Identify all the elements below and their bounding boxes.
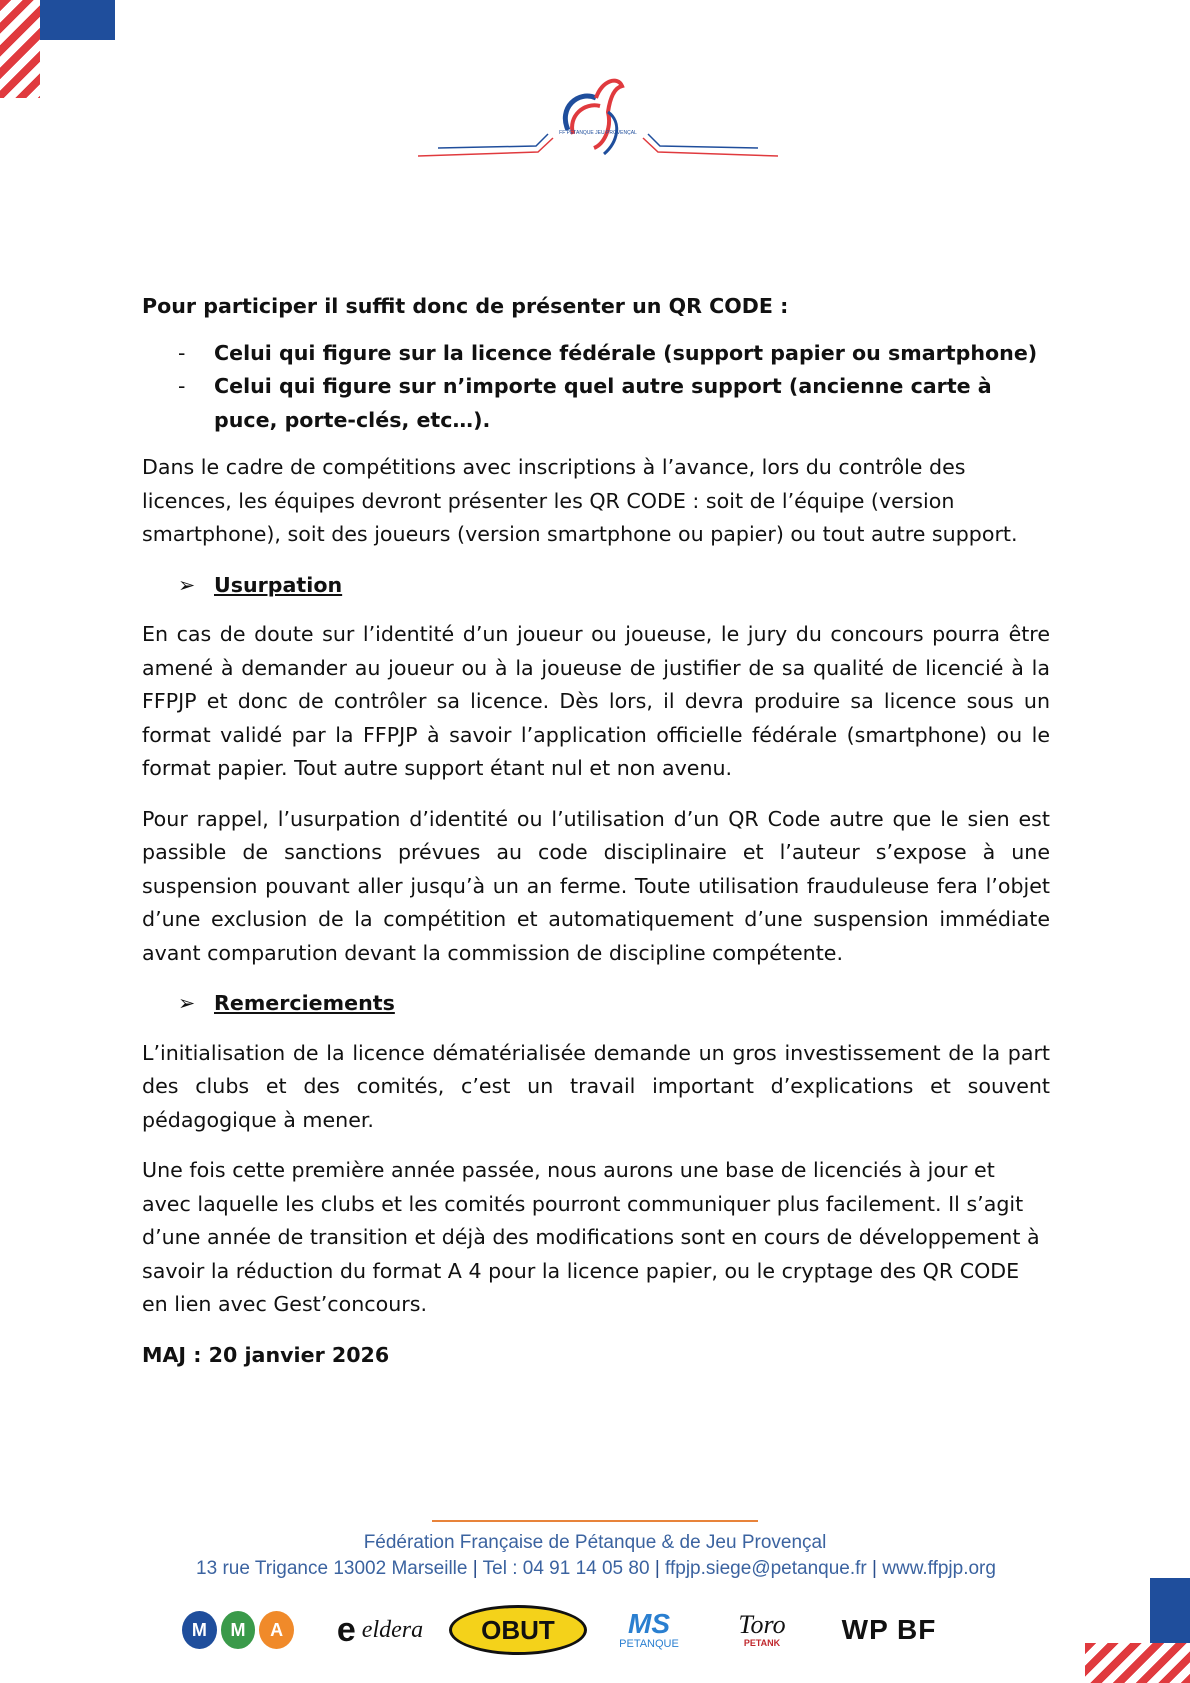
footer-address: 13 rue Trigance 13002 Marseille	[196, 1558, 468, 1579]
ms-petanque-logo: MS PETANQUE	[619, 1608, 679, 1650]
footer-divider	[432, 1520, 758, 1522]
paragraph-competitions: Dans le cadre de compétitions avec inscriptions à l’avance, lors du contrôle des licences, les équipes devront présenter les QR CODE : soit de l’équipe (version smartphone), soit des joueurs (version smartphone ou papier) ou tout autre support.	[142, 455, 1018, 546]
document-body	[142, 290, 1050, 1389]
paragraph-reminder: Pour rappel, l’usurpation d’identité ou l’utilisation d’un QR Code autre que le sien est passible de sanctions prévues au code disciplinaire et l’auteur s’expose à une suspension pouvant aller jusqu’à un an ferme. Toute utilisation frauduleuse fera l’objet d’une exclusion de la compétition et automatiquement d’une suspension immédiate avant comparution devant la commission de discipline compétente.	[142, 806, 1050, 965]
bullet-dash: -	[178, 340, 186, 365]
footer-email[interactable]: ffpjp.siege@petanque.fr	[665, 1558, 867, 1579]
corner-stripes-bottom-right	[1085, 1643, 1190, 1683]
ffpjp-rooster-logo	[418, 68, 778, 168]
list-item: - Celui qui figure sur la licence fédérale (support papier ou smartphone)	[142, 337, 1050, 371]
update-date: MAJ : 20 janvier 2026	[142, 1342, 390, 1367]
section-title: Remerciements	[214, 991, 395, 1015]
mma-logo: M M A	[182, 1600, 294, 1660]
footer-organization: Fédération Française de Pétanque & de Jeu Provençal	[363, 1532, 827, 1553]
section-title: Usurpation	[214, 572, 343, 597]
eldera-logo: e eldera	[336, 1610, 424, 1649]
footer-phone: Tel : 04 91 14 05 80	[482, 1558, 650, 1579]
bullet-list	[142, 337, 1050, 438]
intro-text: Pour participer il suffit donc de présenter un QR CODE :	[142, 294, 789, 318]
arrow-bullet-icon: ➢	[178, 991, 196, 1015]
sponsor-logos	[182, 1600, 982, 1660]
arrow-bullet-icon: ➢	[178, 572, 196, 597]
footer-contact-line: 13 rue Trigance 13002 Marseille | Tel : 04 91 14 05 80 | ffpjp.siege@petanque.fr | www.ffpjp.org	[196, 1558, 996, 1579]
corner-stripes-top-left	[0, 0, 40, 98]
toro-petank-logo: Toro PETANK	[738, 1610, 786, 1648]
list-item: - Celui qui figure sur n’importe quel autre support (ancienne carte à puce, porte-clés, etc…).	[142, 370, 1050, 437]
wpbf-logo: WP BF	[841, 1614, 937, 1645]
section-heading-usurpation	[142, 569, 1050, 603]
footer-website[interactable]: www.ffpjp.org	[882, 1558, 996, 1579]
paragraph-doubt: En cas de doute sur l’identité d’un joueur ou joueuse, le jury du concours pourra être amené à demander au joueur ou à la joueuse de justifier de sa qualité de licencié à la FFPJP et donc de contrôler sa licence. Dès lors, il devra produire sa licence sous un format validé par la FFPJP à savoir l’application officielle fédérale (smartphone) ou le format papier. Tout autre support étant nul et non avenu.	[142, 622, 1050, 780]
bullet-dash: -	[178, 374, 186, 398]
paragraph-first-year: Une fois cette première année passée, nous aurons une base de licenciés à jour et avec laquelle les clubs et les comités pourront communiquer plus facilement. Il s’agit d’une année de transition et déjà des modifications sont en cours de développement à savoir la réduction du format A 4 pour la licence papier, ou le cryptage des QR CODE en lien avec Gest’concours.	[142, 1158, 1040, 1316]
svg-text:FF PÉTANQUE JEU PROVENÇAL: FF PÉTANQUE JEU PROVENÇAL	[559, 130, 637, 136]
obut-logo: OBUT	[448, 1600, 588, 1660]
paragraph-initialisation: L’initialisation de la licence dématérialisée demande un gros investissement de la part des clubs et des comités, c’est un travail important d’explications et souvent pédagogique à mener.	[142, 1040, 1050, 1132]
section-heading-remerciements	[142, 987, 1050, 1021]
